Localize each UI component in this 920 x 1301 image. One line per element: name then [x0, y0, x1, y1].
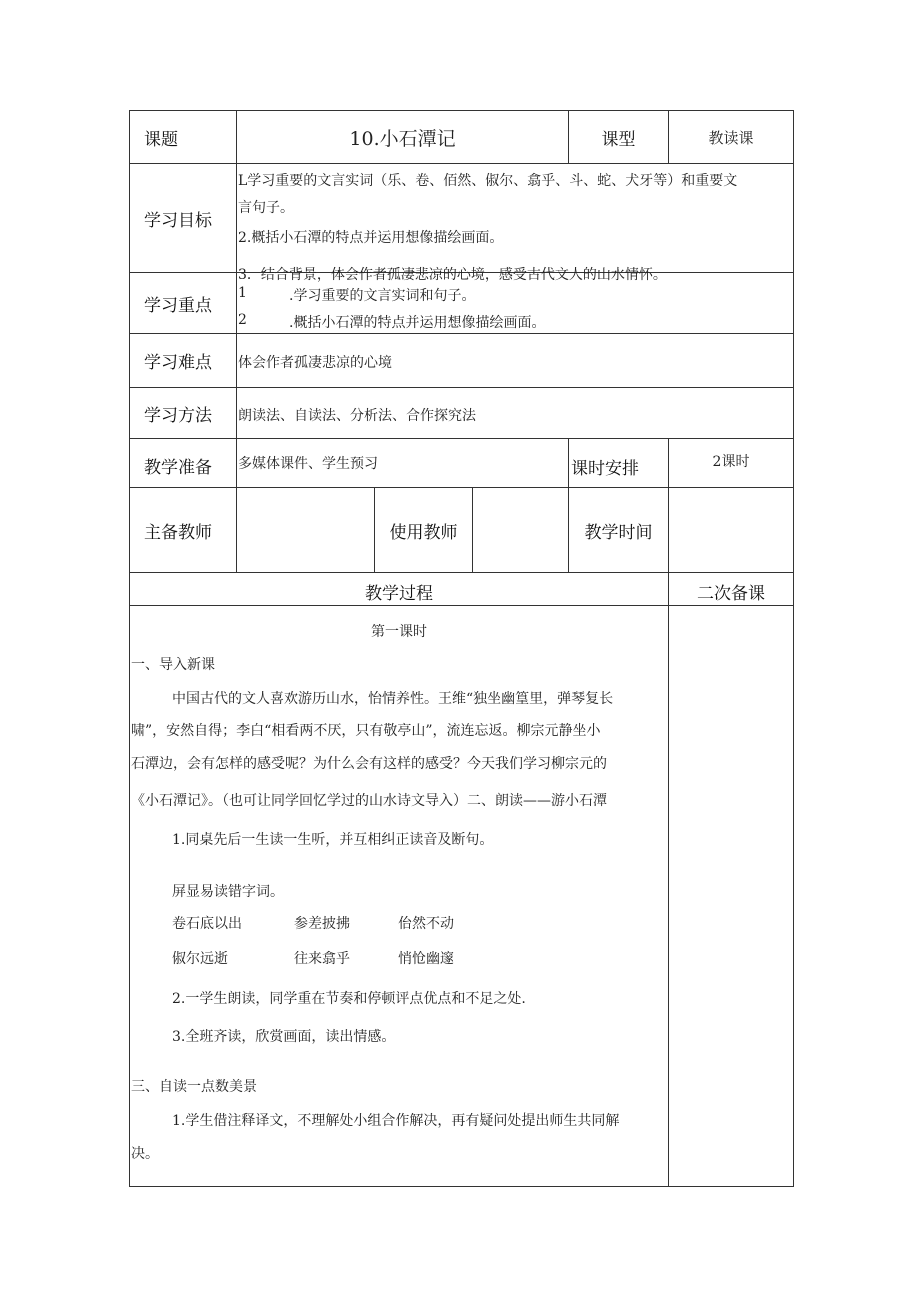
goals-content	[237, 164, 793, 283]
word-3: 佁然不动	[398, 916, 454, 932]
goal-3: 3．结合背景，体会作者孤凄悲凉的心境，感受古代文人的山水情怀。	[238, 267, 667, 283]
self-read-line-1: 1.学生借注释译文，不理解处小组合作解决，再有疑问处提出师生共同解	[172, 1113, 620, 1129]
goals-label: 学习目标	[144, 210, 212, 231]
lesson-title: 10.小石潭记	[349, 127, 456, 150]
method-text: 朗读法、自读法、分析法、合作探究法	[238, 408, 476, 424]
word-5: 往来翕乎	[294, 951, 350, 967]
focus-label: 学习重点	[144, 295, 212, 316]
row-line	[129, 572, 794, 573]
difficulty-text: 体会作者孤凄悲凉的心境	[238, 355, 392, 371]
method-label: 学习方法	[144, 405, 212, 426]
word-6: 悄怆幽邃	[398, 951, 454, 967]
main-teacher-field[interactable]	[237, 488, 374, 572]
lesson-period: 第一课时	[371, 624, 427, 640]
self-read-line-2: 决。	[131, 1146, 159, 1162]
type-value: 教读课	[708, 128, 754, 147]
second-prep-header: 二次备课	[697, 583, 765, 604]
topic-label: 课题	[144, 129, 178, 150]
hours-label: 课时安排	[571, 459, 639, 479]
focus-num-1: 1	[238, 285, 247, 301]
focus-item-1: .学习重要的文言实词和句子。	[289, 288, 476, 304]
goal-1-line-b: 言句子。	[238, 200, 294, 216]
difficulty-label: 学习难点	[144, 353, 212, 373]
screen-note: 屏显易读错字词。	[172, 884, 284, 900]
intro-line-3: 石潭边，会有怎样的感受呢？为什么会有这样的感受？今天我们学习柳宗元的	[131, 756, 607, 772]
main-teacher-label: 主备教师	[144, 522, 212, 543]
use-teacher-label: 使用教师	[389, 522, 458, 543]
word-4: 俶尔远逝	[172, 951, 228, 967]
goal-1-line-a: L学习重要的文言实词（乐、卷、佰然、俶尔、翕乎、斗、蛇、犬牙等）和重要文	[238, 173, 738, 189]
intro-line-1: 中国古代的文人喜欢游历山水，怡情养性。王维“独坐幽篁里，弹琴复长	[172, 691, 614, 707]
goal-2: 2.概括小石潭的特点并运用想像描绘画面。	[238, 230, 504, 246]
section-3-heading: 三、自读一点数美景	[131, 1079, 257, 1095]
focus-num-2: 2	[238, 312, 247, 328]
process-header: 教学过程	[365, 583, 433, 604]
second-prep-notes[interactable]	[669, 606, 793, 1186]
word-2: 参差披拂	[294, 916, 350, 932]
prep-label: 教学准备	[144, 457, 212, 478]
step-3: 3.全班齐读，欣赏画面，读出情感。	[172, 1029, 396, 1045]
teach-time-field[interactable]	[669, 488, 793, 572]
section-1-heading: 一、导入新课	[131, 657, 215, 673]
step-2: 2.一学生朗读，同学重在节奏和停顿评点优点和不足之处.	[172, 991, 526, 1007]
use-teacher-field[interactable]	[473, 488, 568, 572]
border-bottom	[129, 1186, 794, 1187]
focus-item-2: .概括小石潭的特点并运用想像描绘画面。	[289, 315, 546, 331]
intro-line-2: 啸”，安然自得；李白“相看两不厌，只有敬亭山”，流连忘返。柳宗元静坐小	[131, 723, 601, 739]
prep-text: 多媒体课件、学生预习	[238, 456, 378, 472]
intro-line-4: 《小石潭记》。（也可让同学回忆学过的山水诗文导入）二、朗读——游小石潭	[131, 793, 607, 809]
word-1: 卷石底以出	[172, 916, 242, 932]
type-label: 课型	[601, 129, 636, 150]
col-line-prep-a	[568, 438, 569, 487]
hours-value: 2课时	[712, 454, 750, 470]
step-1: 1.同桌先后一生读一生听，并互相纠正读音及断句。	[172, 832, 494, 848]
teach-time-label: 教学时间	[584, 522, 653, 543]
